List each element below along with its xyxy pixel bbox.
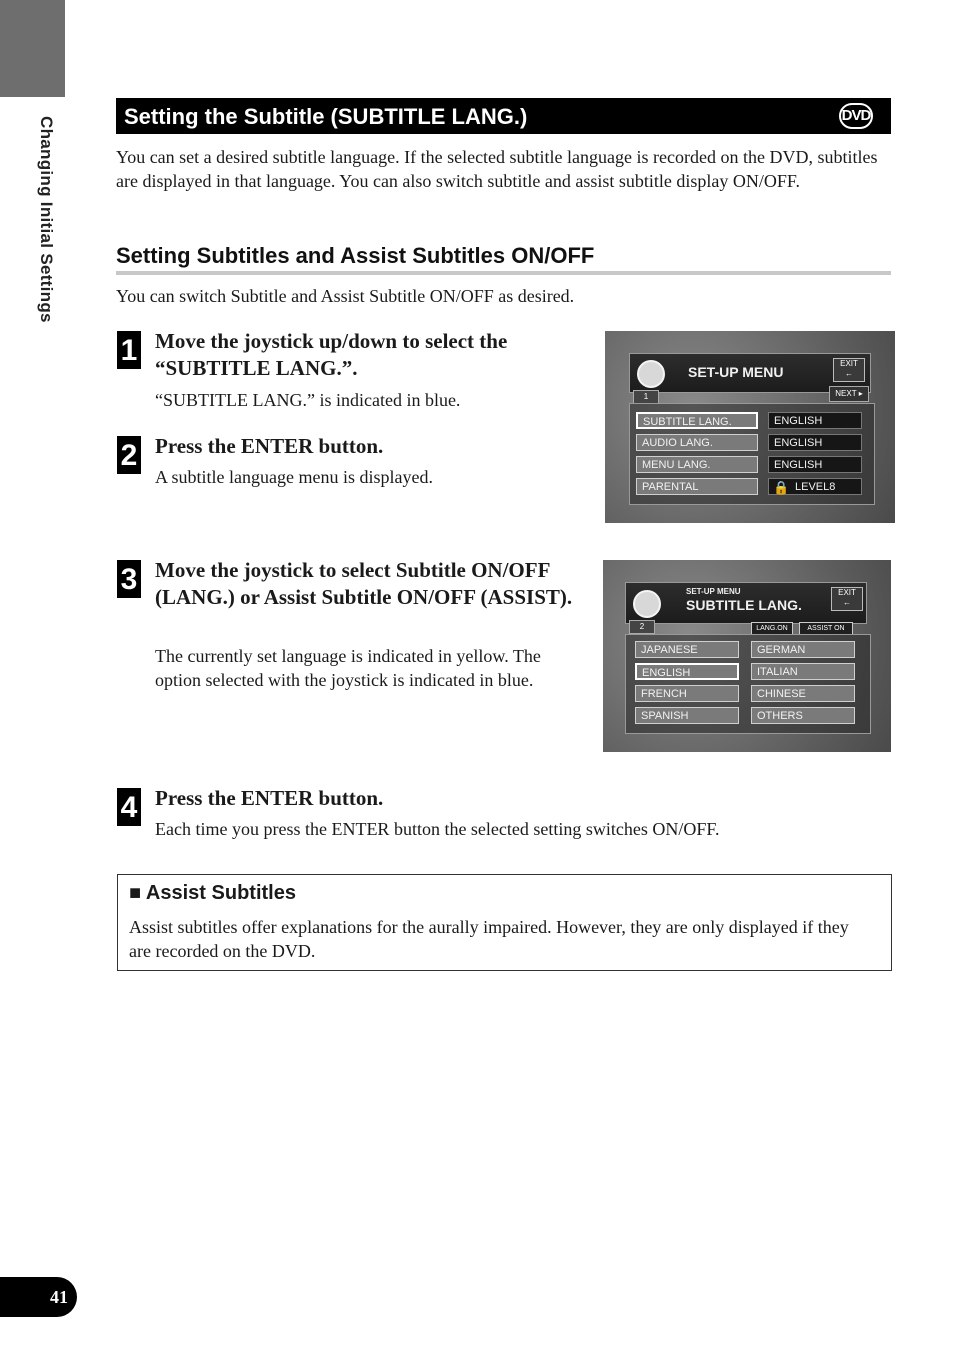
setup-menu-screenshot [605, 331, 895, 523]
menu-item-label: PARENTAL [636, 478, 758, 495]
chapter-label: Changing Initial Settings [37, 116, 56, 323]
language-option: ITALIAN [751, 663, 855, 680]
step-title: Press the ENTER button. [155, 434, 384, 458]
lock-icon: 🔒 [773, 480, 790, 495]
menu-item-value: ENGLISH [768, 434, 862, 451]
disc-icon [637, 360, 665, 388]
menu-item-value: 🔒 LEVEL8 [768, 478, 862, 495]
assist-on-tab: ASSIST ON [799, 622, 853, 635]
screen-subtitle: SET-UP MENU [686, 587, 741, 596]
step-title: Move the joystick up/down to select the “SUBTITLE LANG.”. [155, 329, 508, 380]
step-number: 4 [117, 788, 141, 826]
page-tab: 2 [629, 620, 655, 634]
subsection-title: Setting Subtitles and Assist Subtitles ON/OFF [116, 241, 891, 275]
next-button: NEXT ▸ [829, 386, 869, 402]
language-option: ENGLISH [635, 663, 739, 680]
section-title-bar [116, 98, 891, 134]
language-option: OTHERS [751, 707, 855, 724]
step-description: A subtitle language menu is displayed. [155, 467, 433, 487]
menu-item-label: MENU LANG. [636, 456, 758, 473]
screen-title: SUBTITLE LANG. [686, 597, 802, 613]
disc-icon [633, 590, 661, 618]
step-title: Move the joystick to select Subtitle ON/OFF (LANG.) or Assist Subtitle ON/OFF (ASSIST). [155, 558, 573, 609]
lang-on-tab: LANG.ON [751, 622, 793, 635]
language-option: CHINESE [751, 685, 855, 702]
step-description: Each time you press the ENTER button the selected setting switches ON/OFF. [155, 819, 720, 839]
menu-item-value: ENGLISH [768, 456, 862, 473]
step-title: Press the ENTER button. [155, 786, 384, 810]
subtitle-lang-screenshot [603, 560, 891, 752]
section-title: Setting the Subtitle (SUBTITLE LANG.) [124, 104, 528, 129]
menu-item-label: SUBTITLE LANG. [636, 412, 758, 429]
dvd-badge-icon: DVD [839, 103, 873, 129]
chapter-tab [0, 0, 65, 97]
note-title: Assist Subtitles [145, 882, 296, 904]
screen-title: SET-UP MENU [688, 364, 784, 380]
step-number: 2 [117, 436, 141, 474]
menu-item-label: AUDIO LANG. [636, 434, 758, 451]
step-description: The currently set language is indicated in yellow. The option selected with the joystick is indicated in blue. [155, 646, 541, 690]
exit-button: EXIT ← [833, 358, 865, 382]
language-option: SPANISH [635, 707, 739, 724]
menu-item-value: ENGLISH [768, 412, 862, 429]
language-option: GERMAN [751, 641, 855, 658]
page-tab: 1 [633, 390, 659, 404]
section-intro: You can set a desired subtitle language. If the selected subtitle language is recorded on the DVD, subtitles are displayed in that language. You can also switch subtitle and assist subtitle display ON/OFF. [116, 147, 878, 191]
step-number: 3 [117, 560, 141, 598]
note-box [117, 874, 892, 971]
note-heading [129, 880, 296, 906]
exit-button: EXIT ← [831, 587, 863, 611]
square-bullet-icon: ■ [129, 882, 142, 904]
subsection-intro: You can switch Subtitle and Assist Subtitle ON/OFF as desired. [116, 286, 575, 306]
note-body: Assist subtitles offer explanations for the aurally impaired. However, they are only displayed if they are recorded on the DVD. [129, 917, 849, 961]
step-number: 1 [117, 331, 141, 369]
page-number: 41 [0, 1277, 77, 1317]
language-option: FRENCH [635, 685, 739, 702]
step-description: “SUBTITLE LANG.” is indicated in blue. [155, 390, 461, 410]
language-option: JAPANESE [635, 641, 739, 658]
